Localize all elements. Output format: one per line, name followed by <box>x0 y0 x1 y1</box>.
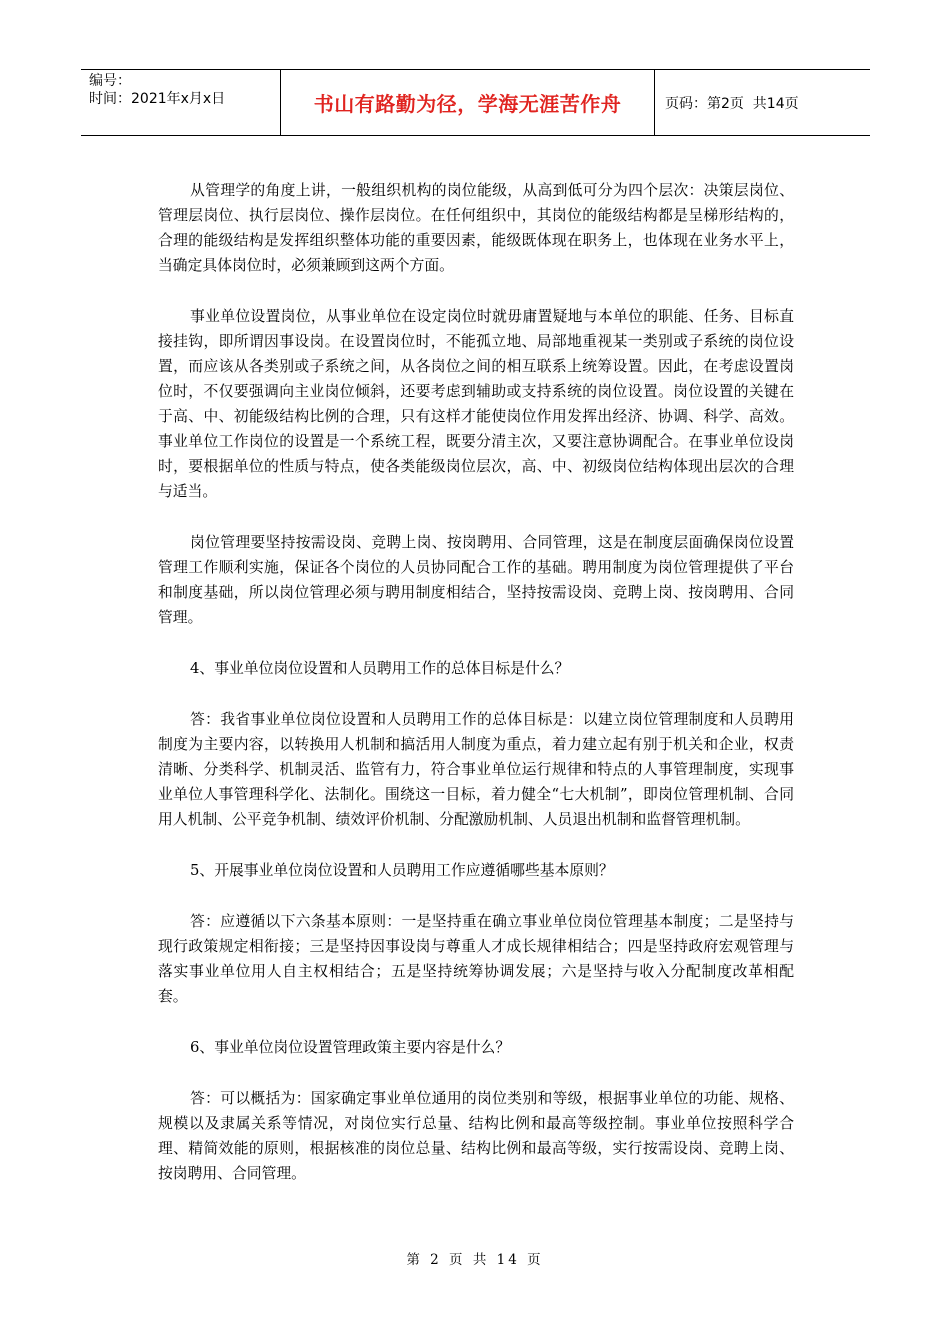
document-number-label: 编号： <box>89 73 131 89</box>
answer-paragraph: 答：应遵循以下六条基本原则：一是坚持重在确立事业单位岗位管理基本制度；二是坚持与现行政策规定相衔接；三是坚持因事设岗与尊重人才成长规律相结合；四是坚持政府宏观管理与落实事业单位用人自主权相结合；五是坚持统筹协调发展；六是坚持与收入分配制度改革相配套。 <box>158 913 794 1005</box>
document-time-label: 时间：2021年x月x日 <box>89 91 226 107</box>
body-paragraph: 从管理学的角度上讲，一般组织机构的岗位能级，从高到低可分为四个层次：决策层岗位、管理层岗位、执行层岗位、操作层岗位。在任何组织中，其岗位的能级结构都是呈梯形结构的，合理的能级结构是发挥组织整体功能的重要因素，能级既体现在职务上，也体现在业务水平上，当确定具体岗位时，必须兼顾到这两个方面。 <box>158 182 794 274</box>
header-motto: 书山有路勤为径，学海无涯苦作舟 <box>313 92 622 116</box>
question-heading: 6、事业单位岗位设置管理政策主要内容是什么？ <box>190 1039 511 1056</box>
header-meta <box>81 70 281 135</box>
question-heading: 4、事业单位岗位设置和人员聘用工作的总体目标是什么？ <box>190 660 570 677</box>
answer-paragraph: 答：可以概括为：国家确定事业单位通用的岗位类别和等级，根据事业单位的功能、规格、规模以及隶属关系等情况，对岗位实行总量、结构比例和最高等级控制。事业单位按照科学合理、精简效能的原则，根据核准的岗位总量、结构比例和最高等级，实行按需设岗、竞聘上岗、按岗聘用、合同管理。 <box>158 1090 794 1182</box>
body-paragraph: 事业单位设置岗位，从事业单位在设定岗位时就毋庸置疑地与本单位的职能、任务、目标直接挂钩，即所谓因事设岗。在设置岗位时，不能孤立地、局部地重视某一类别或子系统的岗位设置，而应该从各类别或子系统之间，从各岗位之间的相互联系上统筹设置。因此，在考虑设置岗位时，不仅要强调向主业岗位倾斜，还要考虑到辅助或支持系统的岗位设置。岗位设置的关键在于高、中、初能级结构比例的合理，只有这样才能使岗位作用发挥出经济、协调、科学、高效。事业单位工作岗位的设置是一个系统工程，既要分清主次，又要注意协调配合。在事业单位设岗时，要根据单位的性质与特点，使各类能级岗位层次，高、中、初级岗位结构体现出层次的合理与适当。 <box>158 308 794 500</box>
document-body <box>158 178 794 1212</box>
page-header <box>81 69 870 136</box>
question-heading: 5、开展事业单位岗位设置和人员聘用工作应遵循哪些基本原则？ <box>190 862 614 879</box>
header-motto-cell <box>281 70 655 135</box>
page-footer: 第 2 页 共 14 页 <box>406 1252 544 1268</box>
header-page-info-cell <box>655 70 870 135</box>
header-page-info: 页码：第2页 共14页 <box>665 95 799 112</box>
answer-paragraph: 答：我省事业单位岗位设置和人员聘用工作的总体目标是：以建立岗位管理制度和人员聘用制度为主要内容，以转换用人机制和搞活用人制度为重点，着力建立起有别于机关和企业，权责清晰、分类科学、机制灵活、监管有力，符合事业单位运行规律和特点的人事管理制度，实现事业单位人事管理科学化、法制化。围绕这一目标，着力健全“七大机制”，即岗位管理机制、合同用人机制、公平竞争机制、绩效评价机制、分配激励机制、人员退出机制和监督管理机制。 <box>158 711 794 828</box>
body-paragraph: 岗位管理要坚持按需设岗、竞聘上岗、按岗聘用、合同管理，这是在制度层面确保岗位设置管理工作顺利实施，保证各个岗位的人员协同配合工作的基础。聘用制度为岗位管理提供了平台和制度基础，所以岗位管理必须与聘用制度相结合，坚持按需设岗、竞聘上岗、按岗聘用、合同管理。 <box>158 534 794 626</box>
